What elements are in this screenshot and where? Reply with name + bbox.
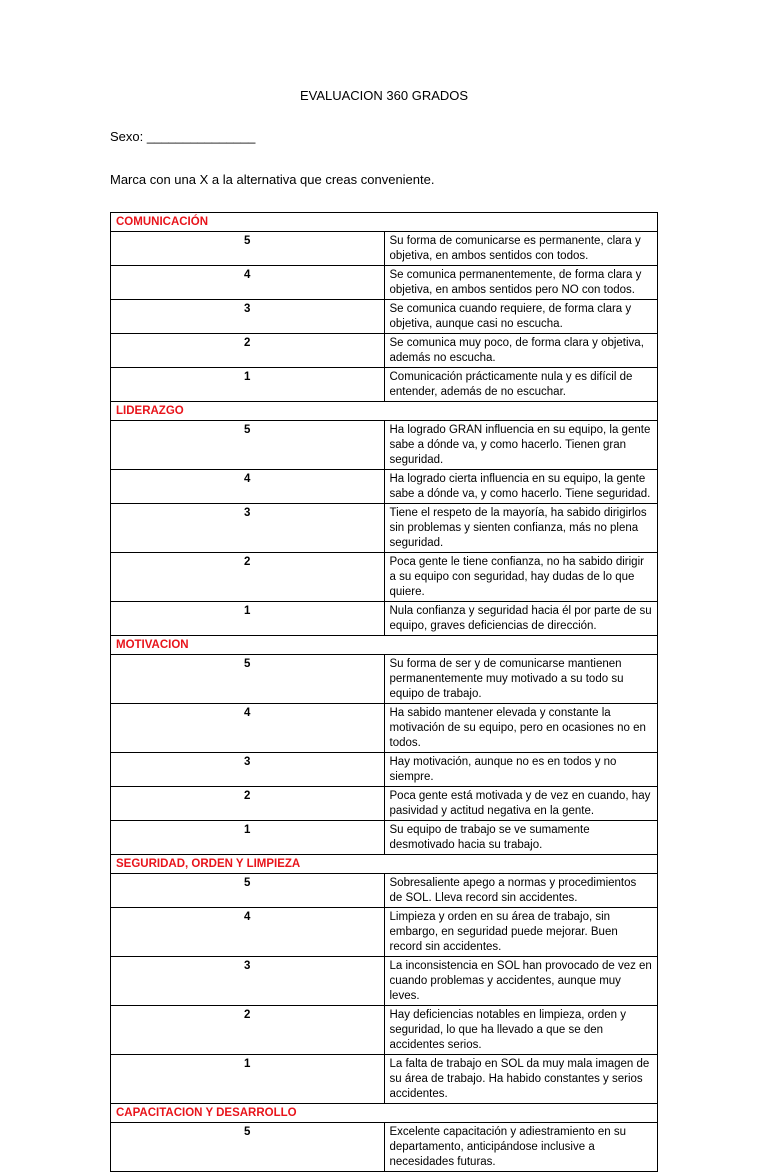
- option-text: La inconsistencia en SOL han provocado de vez en cuando problemas y accidentes, aunque muy leves.: [384, 957, 658, 1006]
- option-row[interactable]: [111, 821, 658, 855]
- option-score[interactable]: 2: [111, 787, 385, 821]
- instruction-text: Marca con una X a la alternativa que creas conveniente.: [110, 172, 435, 187]
- option-row[interactable]: [111, 704, 658, 753]
- option-score[interactable]: 5: [111, 655, 385, 704]
- option-text: Se comunica cuando requiere, de forma clara y objetiva, aunque casi no escucha.: [384, 300, 658, 334]
- section-title: SEGURIDAD, ORDEN Y LIMPIEZA: [111, 855, 658, 874]
- option-row[interactable]: [111, 1006, 658, 1055]
- option-text: Poca gente le tiene confianza, no ha sabido dirigir a su equipo con seguridad, hay dudas de lo que quiere.: [384, 553, 658, 602]
- document-title: EVALUACION 360 GRADOS: [299, 88, 469, 103]
- option-row[interactable]: [111, 908, 658, 957]
- option-score[interactable]: 2: [111, 1006, 385, 1055]
- option-score[interactable]: 5: [111, 232, 385, 266]
- option-text: Ha logrado GRAN influencia en su equipo, la gente sabe a dónde va, y como hacerlo. Tienen gran seguridad.: [384, 421, 658, 470]
- option-row[interactable]: [111, 421, 658, 470]
- option-score[interactable]: 3: [111, 957, 385, 1006]
- section-header-row: [111, 636, 658, 655]
- option-text: Comunicación prácticamente nula y es difícil de entender, además de no escuchar.: [384, 368, 658, 402]
- option-score[interactable]: 4: [111, 266, 385, 300]
- option-text: Sobresaliente apego a normas y procedimientos de SOL. Lleva record sin accidentes.: [384, 874, 658, 908]
- option-text: Poca gente está motivada y de vez en cuando, hay pasividad y actitud negativa en la gente.: [384, 787, 658, 821]
- option-text: Su forma de comunicarse es permanente, clara y objetiva, en ambos sentidos con todos.: [384, 232, 658, 266]
- section-title: MOTIVACION: [111, 636, 658, 655]
- option-score[interactable]: 4: [111, 908, 385, 957]
- section-header-row: [111, 855, 658, 874]
- option-score[interactable]: 1: [111, 821, 385, 855]
- option-score[interactable]: 4: [111, 470, 385, 504]
- option-row[interactable]: [111, 1055, 658, 1104]
- option-text: Su equipo de trabajo se ve sumamente desmotivado hacia su trabajo.: [384, 821, 658, 855]
- option-score[interactable]: 1: [111, 368, 385, 402]
- section-title: LIDERAZGO: [111, 402, 658, 421]
- option-text: Ha logrado cierta influencia en su equipo, la gente sabe a dónde va, y como hacerlo. Tiene seguridad.: [384, 470, 658, 504]
- option-text: Hay deficiencias notables en limpieza, orden y seguridad, lo que ha llevado a que se den accidentes serios.: [384, 1006, 658, 1055]
- option-row[interactable]: [111, 553, 658, 602]
- section-title: CAPACITACION Y DESARROLLO: [111, 1104, 658, 1123]
- option-text: Hay motivación, aunque no es en todos y no siempre.: [384, 753, 658, 787]
- section-header-row: [111, 402, 658, 421]
- section-header-row: [111, 213, 658, 232]
- option-score[interactable]: 3: [111, 753, 385, 787]
- section-header-row: [111, 1104, 658, 1123]
- option-text: Tiene el respeto de la mayoría, ha sabido dirigirlos sin problemas y sienten confianza, más no plena seguridad.: [384, 504, 658, 553]
- option-row[interactable]: [111, 300, 658, 334]
- option-score[interactable]: 2: [111, 334, 385, 368]
- option-text: Se comunica muy poco, de forma clara y objetiva, además no escucha.: [384, 334, 658, 368]
- option-text: Limpieza y orden en su área de trabajo, sin embargo, en seguridad puede mejorar. Buen record sin accidentes.: [384, 908, 658, 957]
- option-row[interactable]: [111, 874, 658, 908]
- option-row[interactable]: [111, 266, 658, 300]
- option-score[interactable]: 5: [111, 1123, 385, 1172]
- option-text: Se comunica permanentemente, de forma clara y objetiva, en ambos sentidos pero NO con todos.: [384, 266, 658, 300]
- option-score[interactable]: 5: [111, 421, 385, 470]
- option-row[interactable]: [111, 602, 658, 636]
- evaluation-table: [110, 212, 658, 1172]
- option-score[interactable]: 5: [111, 874, 385, 908]
- option-row[interactable]: [111, 1123, 658, 1172]
- option-text: Ha sabido mantener elevada y constante la motivación de su equipo, pero en ocasiones no en todos.: [384, 704, 658, 753]
- option-text: La falta de trabajo en SOL da muy mala imagen de su área de trabajo. Ha habido constantes y serios accidentes.: [384, 1055, 658, 1104]
- option-row[interactable]: [111, 655, 658, 704]
- section-title: COMUNICACIÓN: [111, 213, 658, 232]
- option-row[interactable]: [111, 470, 658, 504]
- option-row[interactable]: [111, 232, 658, 266]
- option-score[interactable]: 1: [111, 1055, 385, 1104]
- option-score[interactable]: 1: [111, 602, 385, 636]
- option-row[interactable]: [111, 504, 658, 553]
- option-score[interactable]: 4: [111, 704, 385, 753]
- option-row[interactable]: [111, 334, 658, 368]
- option-row[interactable]: [111, 957, 658, 1006]
- option-text: Su forma de ser y de comunicarse mantienen permanentemente muy motivado a su todo su equipo de trabajo.: [384, 655, 658, 704]
- option-text: Nula confianza y seguridad hacia él por parte de su equipo, graves deficiencias de dirección.: [384, 602, 658, 636]
- option-score[interactable]: 3: [111, 504, 385, 553]
- option-row[interactable]: [111, 753, 658, 787]
- option-row[interactable]: [111, 787, 658, 821]
- option-row[interactable]: [111, 368, 658, 402]
- option-score[interactable]: 2: [111, 553, 385, 602]
- option-score[interactable]: 3: [111, 300, 385, 334]
- sexo-field[interactable]: Sexo: _______________: [110, 129, 256, 144]
- option-text: Excelente capacitación y adiestramiento en su departamento, anticipándose inclusive a necesidades futuras.: [384, 1123, 658, 1172]
